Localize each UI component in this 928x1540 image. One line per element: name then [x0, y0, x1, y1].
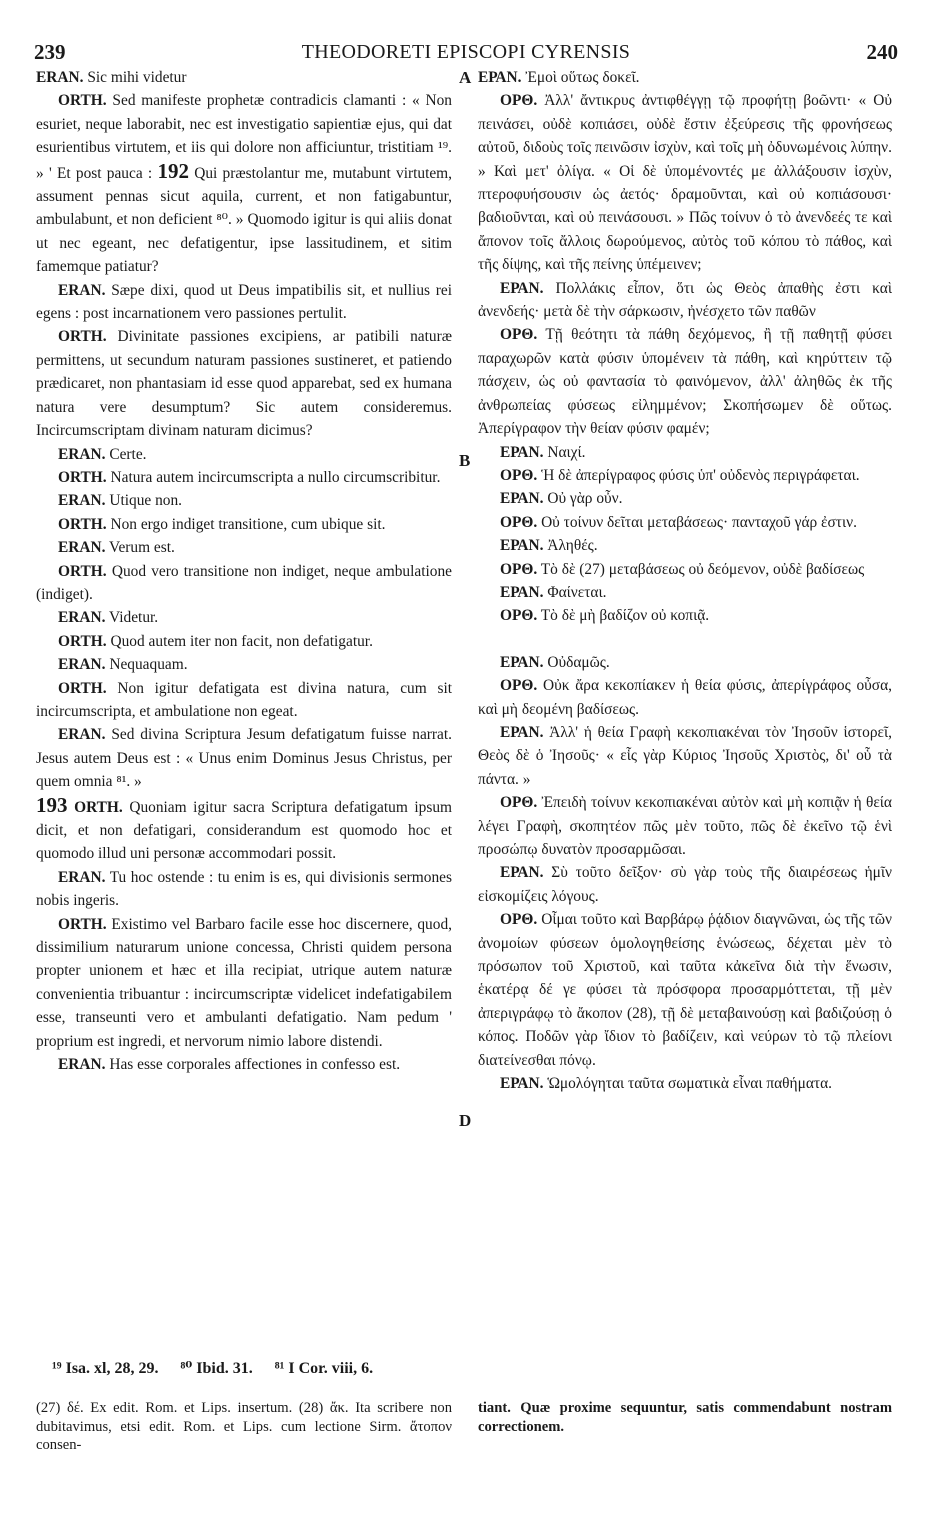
greek-paragraph: [478, 581, 892, 604]
speaker-label: ORTH.: [58, 92, 107, 110]
speech-text: Ἀλλ' ἡ θεία Γραφὴ κεκοπιακέναι τὸν Ἰησοῦν ἱστορεῖ, Θεὸς δὲ ὁ Ἰησοῦς· « εἷς γὰρ Κύριος Ἰησοῦς Χριστὸς, δι' οὗ τὰ πάντα. »: [478, 723, 892, 788]
speech-text: Qui præstolantur me, mutabunt virtutem, assument pennas sicut aquila, current, et non fatigabuntur, ambulabunt, et non deficient ⁸⁰. » Quomodo igitur is qui aliis donat ut nec egeant, nec defatigentur, ipse lassitudinem, et sitim famemque patiatur?: [36, 164, 452, 276]
latin-paragraph: [36, 325, 452, 442]
greek-paragraph: [478, 323, 892, 440]
margin-letter-a: A: [459, 68, 472, 87]
critical-note-right: [478, 1399, 892, 1436]
speech-text: Verum est.: [109, 539, 175, 557]
greek-paragraph: [478, 651, 892, 674]
speech-text: Existimo vel Barbaro facile esse hoc discernere, quod, dissimilium naturarum unione concessa, Christi quidem persona propter unionem et hæc et illa recipiat, utrique autem naturæ convenientia tribuantur : incircumscriptæ videlicet indefatigabilem esse, transeunti vero et ambulanti defatigatio. Nam pedum ' proprium est ingredi, et nervorum nimio labore distendi.: [36, 915, 452, 1050]
latin-paragraph: [36, 66, 452, 89]
latin-paragraph: [36, 279, 452, 326]
speech-text: Non igitur defatigata est divina natura, cum sit incircumscripta, et ambulatione non egeat.: [36, 679, 452, 720]
latin-paragraph: [36, 866, 452, 913]
critical-note-text: (27) δέ. Ex edit. Rom. et Lips. insertum. (28) ἄκ. Ita scribere non dubitavimus, etsi edit. Rom. et Lips. cum lectione Sirm. ἄτοπον consen-: [36, 1400, 452, 1453]
speaker-label: ΕΡΑΝ.: [500, 583, 544, 601]
latin-paragraph: [36, 653, 452, 676]
speaker-label: ΟΡΘ.: [500, 513, 538, 531]
greek-paragraph: [478, 534, 892, 557]
critical-note-left: [36, 1399, 452, 1455]
speaker-label: ERAN.: [58, 445, 106, 463]
speech-text: Σὺ τοῦτο δεῖξον· σὺ γὰρ τοὺς τῆς διαιρέσεως ἡμῖν εἰσκομίζεις λόγους.: [478, 864, 892, 905]
latin-paragraph: [36, 606, 452, 629]
speech-text: Φαίνεται.: [547, 583, 607, 601]
latin-paragraph: [36, 466, 452, 489]
speaker-label: ORTH.: [58, 679, 107, 697]
greek-paragraph: [478, 89, 892, 276]
greek-paragraph: [478, 861, 892, 908]
speaker-label: ORTH.: [58, 562, 107, 580]
speech-text: Ὡμολόγηται ταῦτα σωματικὰ εἶναι παθήματα.: [547, 1075, 833, 1093]
speech-text: Quod autem iter non facit, non defatigatur.: [110, 632, 373, 650]
speaker-label: ORTH.: [58, 632, 107, 650]
greek-paragraph: [478, 464, 892, 487]
speech-text: Quoniam igitur sacra Scriptura defatigatum ipsum dicit, et non defatigari, considerandum est quomodo hoc et quomodo illud uni personæ accommodari possit.: [36, 798, 453, 863]
speaker-label: ORTH.: [58, 515, 107, 533]
speaker-label: ΕΡΑΝ.: [500, 537, 544, 555]
speaker-label: ORTH.: [58, 915, 107, 933]
speech-text: Tu hoc ostende : tu enim is es, qui divisionis sermones nobis ingeris.: [36, 868, 452, 910]
scripture-note: ⁸⁰ Ibid. 31.: [180, 1360, 253, 1377]
speaker-label: ORTH.: [58, 328, 107, 346]
latin-paragraph: [36, 536, 452, 559]
speaker-label: ΟΡΘ.: [500, 560, 538, 578]
speaker-label: ΕΡΑΝ.: [500, 443, 544, 461]
speaker-label: ΕΡΑΝ.: [500, 653, 544, 671]
speech-text: Ἐπειδὴ τοίνυν κεκοπιακέναι αὐτὸν καὶ μὴ κοπιᾷν ἡ θεία λέγει Γραφὴ, σκοπητέον πῶς μὲν τοῦτο, πῶς δὲ ἐκεῖνο τῷ ἑνὶ προσώπῳ δυνατὸν προσαρμῶσαι.: [478, 794, 892, 858]
speaker-label: ERAN.: [58, 656, 106, 674]
scripture-notes: [52, 1358, 391, 1378]
speaker-label: ΕΡΑΝ.: [500, 864, 544, 882]
speech-text: Τὸ δὲ μὴ βαδίζον οὐ κοπιᾷ.: [540, 607, 710, 625]
speech-text: Sed divina Scriptura Jesum defatigatum fuisse narrat. Jesus autem Deus est : « Unus enim Dominus Jesus Christus, per quem omnia ⁸¹. »: [36, 726, 452, 791]
speech-text: Divinitate passiones excipiens, ar patibili naturæ permittens, ut secundum naturam passiones sustineret, et patiendo prædicaret, non phantasiam id esse quod apparebat, sed ex humana natura vere desumptum? Sic autem consideremus. Incircumscriptam divinam naturam dicimus?: [36, 328, 452, 440]
section-number: 192: [157, 158, 189, 183]
speech-text: Ἡ δὲ ἀπερίγραφος φύσις ὑπ' οὐδενὸς περιγράφεται.: [541, 466, 860, 484]
speech-text: Οὐκ ἄρα κεκοπίακεν ἡ θεία φύσις, ἀπερίγράφος οὖσα, καὶ μὴ δεομένη βαδίσεως.: [478, 677, 892, 718]
speech-text: Videtur.: [109, 609, 159, 627]
speech-text: Πολλάκις εἶπον, ὅτι ὡς Θεὸς ἀπαθὴς ἐστι καὶ ἀνενδεής· μετὰ δὲ τὴν σάρκωσιν, ἠνέσχετο τῶν παθῶν: [478, 279, 892, 321]
speech-text: Has esse corporales affectiones in confesso est.: [109, 1056, 401, 1074]
speech-text: Nequaquam.: [109, 656, 188, 674]
latin-paragraph: [36, 677, 452, 724]
section-number: 193: [36, 792, 68, 817]
latin-paragraph: [36, 913, 452, 1053]
speaker-label: ΟΡΘ.: [500, 911, 538, 929]
speaker-label: ORTH.: [74, 798, 123, 816]
speaker-label: ERAN.: [58, 868, 106, 886]
greek-paragraph: [478, 487, 892, 510]
speaker-label: ΟΡΘ.: [500, 92, 538, 110]
greek-paragraph: [478, 277, 892, 324]
latin-paragraph: [36, 443, 452, 466]
speech-text: Natura autem incircumscripta a nullo circumscribitur.: [110, 468, 441, 486]
critical-note-text: tiant. Quæ proxime sequuntur, satis commendabunt nostram correctionem.: [478, 1400, 892, 1435]
margin-letter-b: B: [459, 451, 471, 470]
latin-column: [36, 66, 452, 1076]
speech-text: Ἀλλ' ἄντικρυς ἀντιφθέγγῃ τῷ προφήτῃ βοῶντι· « Οὐ πεινάσει, οὐδὲ κοπιάσει, οὐδὲ ἔστιν ἐξεύρεσις τῆς φρονήσεως αὐτοῦ, διδοὺς τοῖς πεινῶσιν ἰσχὺν, καὶ τοῖς μὴ ὀδυνωμένοις λύπην. » Καὶ μετ' ὀλίγα. « Οἱ δὲ ὑπομένοντές με ἀλλάξουσιν ἰσχὺν, πτεροφυήσουσιν ὡς ἀετός· δραμοῦνται, καὶ οὐ κοπιάσουσι· βαδιοῦνται, καὶ οὐ πεινάσουσι. » Πῶς τοίνυν ὁ τὸ ἀνενδεές τε καὶ ἄπονον τοῖς ἄλλοις δωρούμενος, αὐτὸς τοῦ κόπου τὸ πάθος, καὶ τῆς δίψης, καὶ τῆς πείνης ὑπέμεινεν;: [478, 92, 892, 274]
speech-text: Ναιχί.: [547, 443, 586, 461]
speaker-label: ERAN.: [58, 281, 106, 299]
greek-paragraph: [478, 721, 892, 791]
speech-text: Certe.: [109, 445, 147, 463]
speaker-label: ERAN.: [58, 539, 106, 557]
speaker-label: ERAN.: [58, 492, 106, 510]
running-header: [34, 40, 898, 64]
speech-text: Non ergo indiget transitione, cum ubique sit.: [110, 515, 386, 533]
latin-paragraph: [36, 489, 452, 512]
speech-text: Οὐδαμῶς.: [547, 653, 610, 671]
speech-text: Ἀληθές.: [547, 537, 598, 555]
speaker-label: ΕΡΑΝ.: [500, 490, 544, 508]
speaker-label: ΕΡΑΝ.: [500, 723, 544, 741]
speaker-label: ERAN.: [58, 609, 106, 627]
greek-paragraph: [478, 511, 892, 534]
latin-paragraph: [36, 1053, 452, 1076]
speech-text: Ἐμοὶ οὕτως δοκεῖ.: [525, 69, 640, 86]
speech-text: Quod vero transitione non indiget, neque ambulatione (indiget).: [36, 562, 452, 603]
greek-column: [478, 66, 892, 1095]
latin-paragraph: [36, 513, 452, 536]
scripture-note: ¹⁹ Isa. xl, 28, 29.: [52, 1360, 159, 1377]
scripture-note: ⁸¹ I Cor. viii, 6.: [274, 1360, 374, 1377]
greek-paragraph: [478, 604, 892, 627]
speech-text: Οὐ γὰρ οὖν.: [547, 490, 623, 508]
latin-paragraph: [36, 794, 452, 866]
speaker-label: ORTH.: [58, 468, 107, 486]
greek-paragraph: [478, 674, 892, 721]
speaker-label: ΟΡΘ.: [500, 607, 538, 625]
speaker-label: ΟΡΘ.: [500, 677, 538, 695]
speaker-label: ERAN.: [58, 1056, 106, 1074]
page-number-left: 239: [34, 40, 66, 64]
speech-text: Sic mihi videtur: [87, 69, 187, 86]
greek-paragraph: [478, 1072, 892, 1095]
speaker-label: ΟΡΘ.: [500, 466, 538, 484]
speech-text: Sæpe dixi, quod ut Deus impatibilis sit, et nullius rei egens : post incarnationem vero passiones pertulit.: [36, 281, 453, 323]
latin-paragraph: [36, 560, 452, 607]
speech-text: Τὸ δὲ (27) μεταβάσεως οὐ δεόμενον, οὐδὲ βαδίσεως: [540, 560, 865, 578]
speech-text: Sed manifeste prophetæ contradicis clamanti : « Non esuriet, neque laborabit, nec est investigatio sapientiæ ejus, qui dat esurientibus virtutem, et iis qui dolore non afficiuntur, tristitiam ¹⁹. » ' Et post pauca :: [36, 92, 452, 182]
speaker-label: ΟΡΘ.: [500, 326, 538, 344]
page-number-right: 240: [866, 40, 898, 64]
greek-paragraph: [478, 441, 892, 464]
speech-text: Utique non.: [109, 492, 182, 510]
greek-paragraph: [478, 558, 892, 581]
speech-text: Τῇ θεότητι τὰ πάθη δεχόμενος, ἢ τῇ παθητῇ φύσει παραχωρῶν κατὰ φύσιν ὑπομένειν τὰ πάθη, καὶ κηρύττειν τῷ πάσχειν, ὡς οὐ φαντασία τὸ φαινόμενον, ἀλλ' ἀληθῶς ἐκ τῆς ἀνθρωπείας φύσεως εἰλημμένον; Σκοπήσωμεν δὲ οὕτως. Ἀπερίγραφον τὴν θείαν φύσιν φαμέν;: [478, 326, 892, 438]
speech-text: Οἶμαι τοῦτο καὶ Βαρβάρῳ ῥᾴδιον διαγνῶναι, ὡς τῆς τῶν ἀνομοίων φύσεων ὁμολογηθείσης ἑνώσεως, δέχεται μὲν τὸ πρόσωπον τοῦ Χριστοῦ, καὶ ταῦτα κἀκεῖνα διὰ τὴν ἕνωσιν, ἑκατέρᾳ δέ γε φύσει τὰ πρόσφορα προσαρμόττεται, τῇ μὲν ἀπεριγράφῳ τὸ ἄκοπον (28), τῇ δὲ μεταβαινούσῃ καὶ βαδιζούσῃ ὁ κόπος. Ποδῶν γὰρ ἴδιον τὸ βαδίζειν, καὶ νεύρων τὸ τῷ πλείονι διατείνεσθαι πόνῳ.: [478, 911, 892, 1069]
speaker-label: ΕΡΑΝ.: [478, 69, 522, 86]
latin-paragraph: [36, 89, 452, 278]
greek-paragraph: [478, 791, 892, 861]
greek-paragraph: [478, 908, 892, 1072]
speech-text: Οὐ τοίνυν δεῖται μεταβάσεως· πανταχοῦ γάρ ἐστιν.: [541, 513, 857, 531]
latin-paragraph: [36, 630, 452, 653]
latin-paragraph: [36, 723, 452, 793]
speaker-label: ERAN.: [36, 69, 84, 86]
running-title: THEODORETI EPISCOPI CYRENSIS: [301, 41, 631, 63]
speaker-label: ΕΡΑΝ.: [500, 279, 544, 297]
speaker-label: ERAN.: [58, 726, 106, 744]
speaker-label: ΕΡΑΝ.: [500, 1075, 544, 1093]
greek-paragraph: [478, 66, 892, 89]
margin-letter-d: D: [459, 1111, 472, 1130]
speaker-label: ΟΡΘ.: [500, 794, 538, 812]
